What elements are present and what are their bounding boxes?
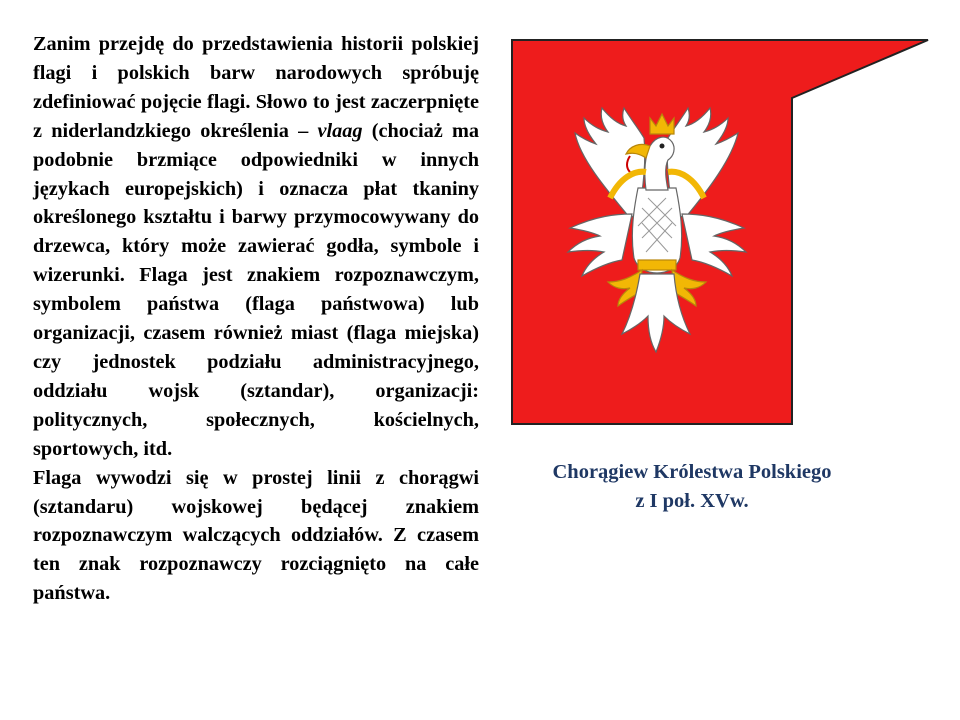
- paragraph-definition: [33, 30, 479, 464]
- banner-caption: [510, 458, 874, 516]
- kingdom-of-poland-banner: [510, 38, 934, 426]
- banner-image: [510, 38, 934, 426]
- paragraph-origin: Flaga wywodzi się w prostej linii z chorągwi (sztandaru) wojskowej będącej znakiem rozpoznawczym walczących oddziałów. Z czasem ten znak rozpoznawczy rozciągnięto na całe państwa.: [33, 466, 479, 605]
- term-vlaag: vlaag: [317, 119, 363, 142]
- paragraph-definition-end: (chociaż ma podobnie brzmiące odpowiedniki w innych językach europejskich) i oznacza płat tkaniny określonego kształtu i barwy przymocowywany do drzewca, który może zawierać godła, symbole i wizerunki. Flaga jest znakiem rozpoznawczym, symbolem państwa (flaga państwowa) lub organizacji, czasem również miast (flaga miejska) czy jednostek podziału administracyjnego, oddziału wojsk (sztandar), organizacji: politycznych, społecznych, kościelnych, sportowych, itd.: [33, 119, 479, 460]
- caption-line-2: z I poł. XVw.: [635, 490, 749, 512]
- paragraph-definition-start: Zanim przejdę do przedstawienia historii polskiej flagi i polskich barw narodowych spróbuję zdefiniować pojęcie flagi. Słowo to jest zaczerpnięte z niderlandzkiego określenia –: [33, 33, 479, 142]
- main-text: [33, 30, 479, 608]
- caption-line-1: Chorągiew Królestwa Polskiego: [552, 461, 832, 483]
